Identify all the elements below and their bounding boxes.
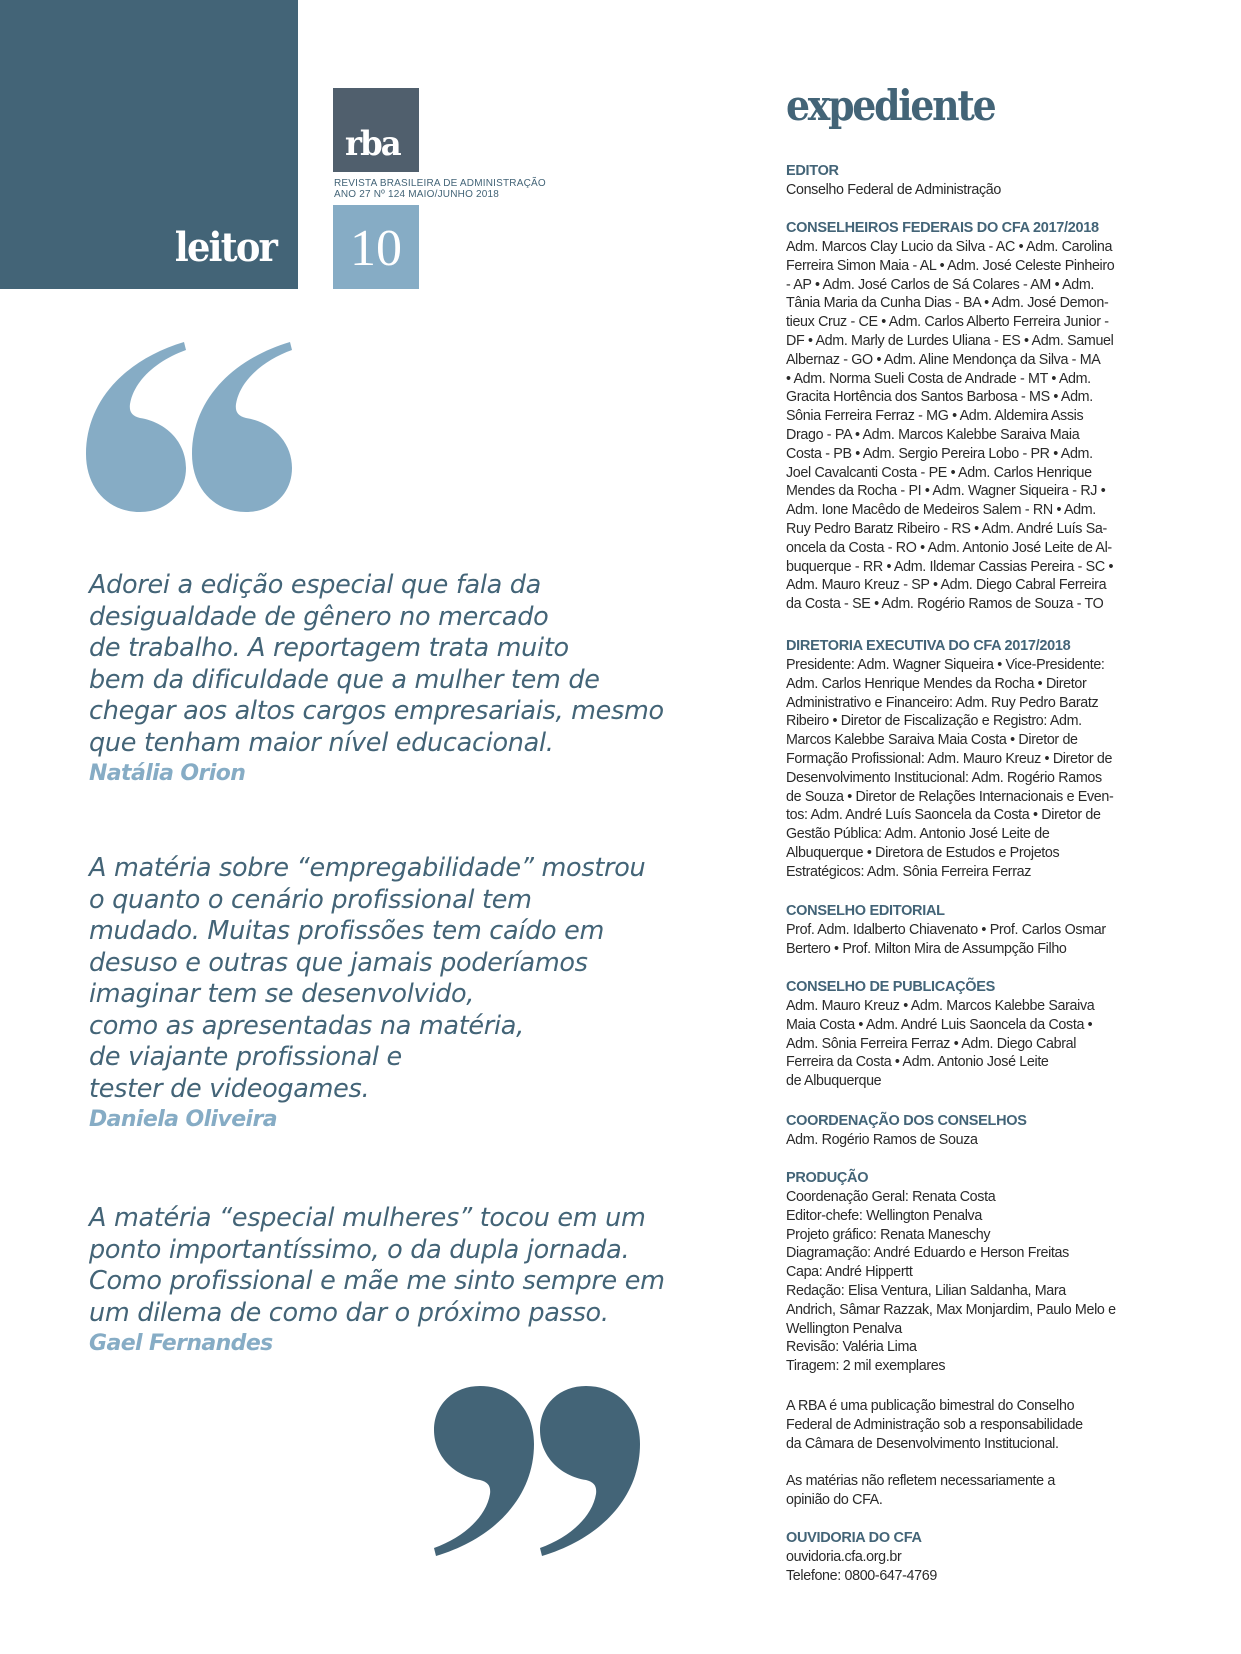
testimonial — [89, 853, 689, 1135]
logo-text: rba — [345, 124, 400, 164]
magazine-info — [334, 178, 546, 200]
section-body: ouvidoria.cfa.org.br Telefone: 0800-647-4769 — [786, 1549, 937, 1584]
masthead-section-coordenacao — [786, 1112, 1166, 1150]
section-heading: OUVIDORIA DO CFA — [786, 1530, 922, 1546]
masthead-section-editor — [786, 162, 1166, 200]
testimonial — [89, 570, 689, 789]
testimonial-author: Gael Fernandes — [89, 1331, 273, 1356]
open-quote-icon — [86, 336, 296, 516]
masthead-publication-note — [786, 1397, 1166, 1453]
issue-info: ANO 27 Nº 124 MAIO/JUNHO 2018 — [334, 189, 500, 200]
masthead-section-producao — [786, 1169, 1166, 1376]
section-body: Adm. Marcos Clay Lucio da Silva - AC • Adm. Carolina Ferreira Simon Maia - AL • Adm. José Celeste Pinheiro - AP • Adm. José Carlos de Sá Colares - AM • Adm. Tânia Maria da Cunha Dias - BA • Adm. José Demon- tieux Cruz - CE • Adm. Carlos Alberto Ferreira Junior - DF • Adm. Marly de Lurdes Uliana - ES • Adm. Samuel Albernaz - GO • Adm. Aline Mendonça da Silva - MA • Adm. Norma Sueli Costa de Andrade - MT • Adm. Gracita Hortência dos Santos Barbosa - MS • Adm. Sônia Ferreira Ferraz - MG • Adm. Aldemira Assis Drago - PA • Adm. Marcos Kalebbe Saraiva Maia Costa - PB • Adm. Sergio Pereira Lobo - PR • Adm. Joel Cavalcanti Costa - PE • Adm. Carlos Henrique Mendes da Rocha - PI • Adm. Wagner Siqueira - RJ • Adm. Ione Macêdo de Medeiros Salem - RN • Adm. Ruy Pedro Baratz Ribeiro - RS • Adm. André Luís Sa- oncela da Costa - RO • Adm. Antonio José Leite de Al- buquerque - RR • Adm. Ildemar Cassias Pereira - SC • Adm. Mauro Kreuz - SP • Adm. Diego Cabral Ferreira da Costa - SE • Adm. Rogério Ramos de Souza - TO — [786, 239, 1115, 613]
masthead-section-conselho-editorial — [786, 902, 1166, 959]
masthead-section-conselheiros — [786, 219, 1166, 614]
testimonial-text: A matéria “especial mulheres” tocou em um ponto importantíssimo, o da dupla jornada. Como profissional e mãe me sinto sempre em um dilema de como dar o próximo passo. — [89, 1203, 665, 1328]
section-body: Coordenação Geral: Renata Costa Editor-chefe: Wellington Penalva Projeto gráfico: Renata Maneschy Diagramação: André Eduardo e Herson Freitas Capa: André Hippertt Redação: Elisa Ventura, Lilian Saldanha, Mara Andrich, Sâmar Razzak, Max Monjardim, Paulo Melo e Wellington Penalva Revisão: Valéria Lima Tiragem: 2 mil exemplares — [786, 1189, 1116, 1375]
section-heading: CONSELHO DE PUBLICAÇÕES — [786, 979, 996, 995]
masthead-section-conselho-publicacoes — [786, 978, 1166, 1091]
close-quote-icon — [434, 1386, 644, 1566]
testimonial-text: Adorei a edição especial que fala da desigualdade de gênero no mercado de trabalho. A reportagem trata muito bem da dificuldade que a mulher tem de chegar aos altos cargos empresariais, mesmo que tenham maior nível educacional. — [89, 570, 664, 758]
testimonial-author: Natália Orion — [89, 761, 246, 786]
section-header-block — [0, 0, 298, 289]
masthead-title: expediente — [786, 81, 995, 130]
section-heading: DIRETORIA EXECUTIVA DO CFA 2017/2018 — [786, 638, 1071, 654]
testimonial-author: Daniela Oliveira — [89, 1107, 277, 1132]
section-body: Prof. Adm. Idalberto Chiavenato • Prof. Carlos Osmar Bertero • Prof. Milton Mira de Assumpção Filho — [786, 922, 1106, 957]
page-number-box — [333, 205, 419, 289]
masthead-section-ouvidoria — [786, 1529, 1166, 1586]
section-heading: COORDENAÇÃO DOS CONSELHOS — [786, 1113, 1027, 1129]
testimonial-text: A matéria sobre “empregabilidade” mostrou o quanto o cenário profissional tem mudado. Muitas profissões tem caído em desuso e outras que jamais poderíamos imaginar tem se desenvolvido, como as apresentadas na matéria, de viajante profissional e tester de videogames. — [89, 853, 646, 1104]
section-title: leitor — [174, 224, 276, 271]
section-body: Conselho Federal de Administração — [786, 182, 1001, 198]
section-body: As matérias não refletem necessariamente a opinião do CFA. — [786, 1473, 1055, 1508]
section-heading: PRODUÇÃO — [786, 1170, 869, 1186]
section-heading: EDITOR — [786, 163, 839, 179]
section-body: Presidente: Adm. Wagner Siqueira • Vice-Presidente: Adm. Carlos Henrique Mendes da Rocha • Diretor Administrativo e Financeiro: Adm. Ruy Pedro Baratz Ribeiro • Diretor de Fiscalização e Registro: Adm. Marcos Kalebbe Saraiva Maia Costa • Diretor de Formação Profissional: Adm. Mauro Kreuz • Diretor de Desenvolvimento Institucional: Adm. Rogério Ramos de Souza • Diretor de Relações Internacionais e Even- tos: Adm. André Luís Saoncela da Costa • Diretor de Gestão Pública: Adm. Antonio José Leite de Albuquerque • Diretora de Estudos e Projetos Estratégicos: Adm. Sônia Ferreira Ferraz — [786, 657, 1114, 880]
section-body: Adm. Mauro Kreuz • Adm. Marcos Kalebbe Saraiva Maia Costa • Adm. André Luis Saoncela da Costa • Adm. Sônia Ferreira Ferraz • Adm. Diego Cabral Ferreira da Costa • Adm. Antonio José Leite de Albuquerque — [786, 998, 1095, 1090]
section-heading: CONSELHO EDITORIAL — [786, 903, 945, 919]
magazine-name: REVISTA BRASILEIRA DE ADMINISTRAÇÃO — [334, 178, 546, 189]
testimonial — [89, 1203, 689, 1359]
masthead-section-diretoria — [786, 637, 1166, 882]
page-number: 10 — [350, 220, 402, 277]
section-body: A RBA é uma publicação bimestral do Conselho Federal de Administração sob a responsabilidade da Câmara de Desenvolvimento Institucional. — [786, 1398, 1083, 1452]
section-body: Adm. Rogério Ramos de Souza — [786, 1132, 978, 1148]
masthead-disclaimer — [786, 1472, 1166, 1510]
magazine-logo — [333, 88, 419, 172]
section-heading: CONSELHEIROS FEDERAIS DO CFA 2017/2018 — [786, 220, 1099, 236]
